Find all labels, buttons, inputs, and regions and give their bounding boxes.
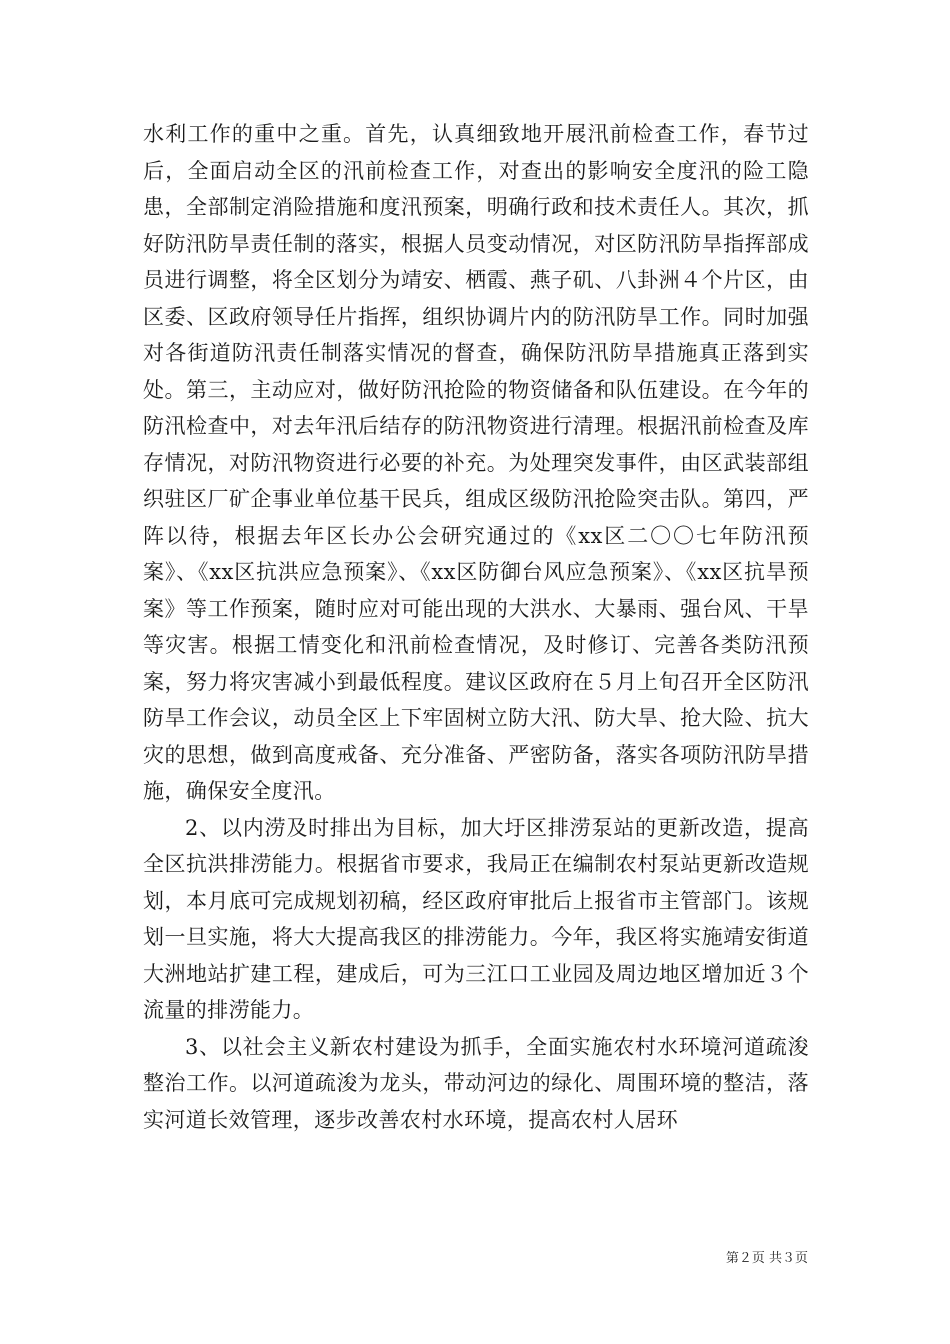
paragraph-2: 2、以内涝及时排出为目标，加大圩区排涝泵站的更新改造，提高全区抗洪排涝能力。根据省市要求，我局正在编制农村泵站更新改造规划，本月底可完成规划初稿，经区政府审批后上报省市主管部门。该规划一旦实施，将大大提高我区的排涝能力。今年，我区将实施靖安街道大洲地站扩建工程，建成后，可为三江口工业园及周边地区增加近３个流量的排涝能力。	[143, 815, 809, 1022]
page-number-footer: 第２页 共３页	[725, 1251, 808, 1266]
document-body	[143, 116, 809, 1138]
paragraph-1: 水利工作的重中之重。首先，认真细致地开展汛前检查工作，春节过后，全面启动全区的汛前检查工作，对查出的影响安全度汛的险工隐患，全部制定消险措施和度汛预案，明确行政和技术责任人。其次，抓好防汛防旱责任制的落实，根据人员变动情况，对区防汛防旱指挥部成员进行调整，将全区划分为靖安、栖霞、燕子矶、八卦洲４个片区，由区委、区政府领导任片指挥，组织协调片内的防汛防旱工作。同时加强对各街道防汛责任制落实情况的督查，确保防汛防旱措施真正落到实处。第三，主动应对，做好防汛抢险的物资储备和队伍建设。在今年的防汛检查中，对去年汛后结存的防汛物资进行清理。根据汛前检查及库存情况，对防汛物资进行必要的补充。为处理突发事件，由区武装部组织驻区厂矿企事业单位基干民兵，组成区级防汛抢险突击队。第四，严阵以待，根据去年区长办公会研究通过的《xx区二〇〇七年防汛预案》、《xx区抗洪应急预案》、《xx区防御台风应急预案》、《xx区抗旱预案》等工作预案，随时应对可能出现的大洪水、大暴雨、强台风、干旱等灾害。根据工情变化和汛前检查情况，及时修订、完善各类防汛预案，努力将灾害减小到最低程度。建议区政府在５月上旬召开全区防汛防旱工作会议，动员全区上下牢固树立防大汛、防大旱、抢大险、抗大灾的思想，做到高度戒备、充分准备、严密防备，落实各项防汛防旱措施，确保安全度汛。	[143, 122, 809, 803]
paragraph-3: 3、以社会主义新农村建设为抓手，全面实施农村水环境河道疏浚整治工作。以河道疏浚为龙头，带动河边的绿化、周围环境的整洁，落实河道长效管理，逐步改善农村水环境，提高农村人居环	[143, 1034, 809, 1132]
